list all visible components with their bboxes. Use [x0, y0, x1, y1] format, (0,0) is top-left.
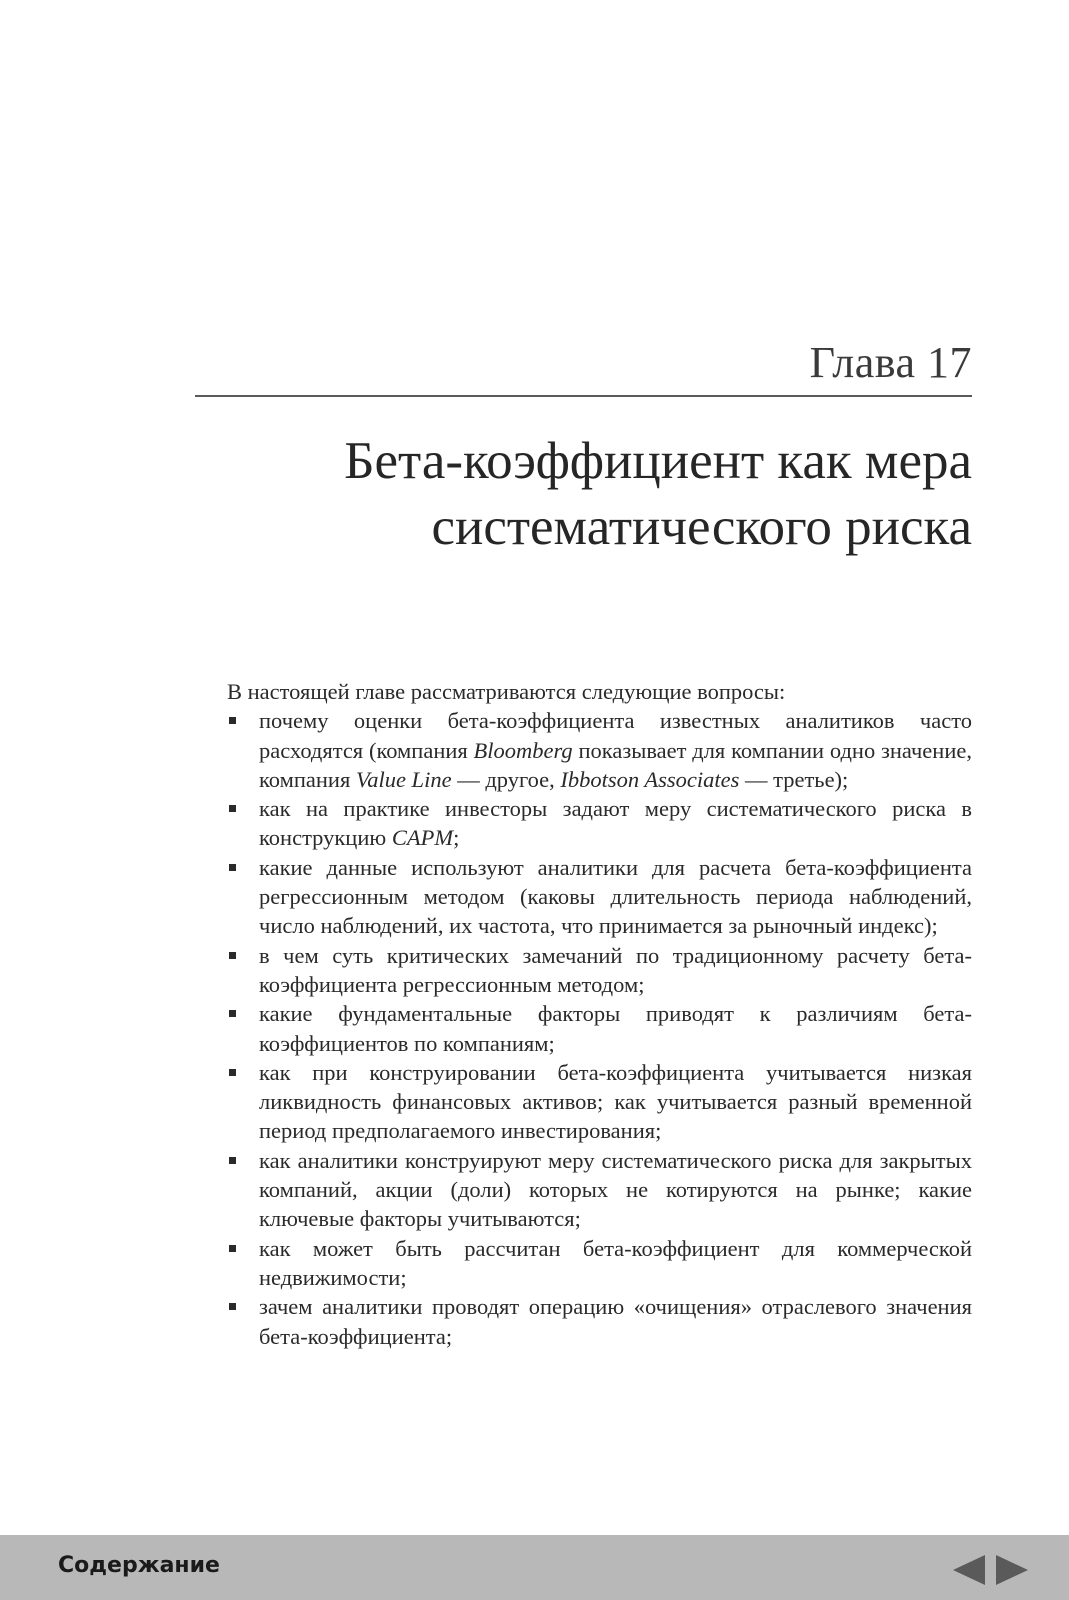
topic-text: какие данные используют аналитики для расчета бета-коэффициента регрессионным методом (каковы длительность периода наблюдений, число наблюдений, их частота, что принимается за рыночный индекс);: [259, 854, 972, 939]
topic-text: — другое,: [451, 766, 561, 792]
previous-page-icon[interactable]: [953, 1555, 985, 1585]
square-bullet-icon: [229, 1069, 236, 1076]
square-bullet-icon: [229, 1303, 236, 1310]
topic-text: какие фундаментальные факторы приводят к различиям бета-коэффициентов по компаниям;: [259, 1001, 972, 1056]
topic-text: показывает для компании одно значение, компания: [259, 737, 972, 792]
topic-text: как при конструировании бета-коэффициента учитывается низкая ликвидность финансовых активов; как учитывается разный временной период предполагаемого инвестирования;: [259, 1059, 972, 1144]
topic-item: [227, 1234, 972, 1293]
topic-text: — третье);: [739, 766, 849, 792]
square-bullet-icon: [229, 952, 236, 959]
topic-item: [227, 1292, 972, 1351]
square-bullet-icon: [229, 1157, 236, 1164]
chapter-number: Глава 17: [809, 338, 972, 387]
topic-text: в чем суть критических замечаний по традиционному расчету бета-коэффициента регрессионным методом;: [259, 942, 972, 997]
topic-text: почему оценки бета-коэффициента известных аналитиков часто расходятся (компания: [259, 708, 972, 763]
topic-italic-term: Bloomberg: [473, 737, 573, 763]
topic-item: [227, 794, 972, 853]
chapter-divider: [195, 395, 972, 397]
topic-item: [227, 1058, 972, 1146]
topic-text: как аналитики конструируют меру систематического риска для закрытых компаний, акции (доли) которых не котируются на рынке; какие ключевые факторы учитываются;: [259, 1147, 972, 1232]
topic-item: [227, 941, 972, 1000]
topics-list: [227, 706, 972, 1351]
topic-text: ;: [453, 825, 460, 851]
square-bullet-icon: [229, 805, 236, 812]
topic-italic-term: Value Line: [355, 766, 452, 792]
intro-text: В настоящей главе рассматриваются следующие вопросы:: [227, 679, 786, 704]
chapter-overview: [227, 677, 972, 1351]
topic-text: зачем аналитики проводят операцию «очищения» отраслевого значения бета-коэффициента;: [259, 1294, 972, 1349]
square-bullet-icon: [229, 717, 236, 724]
topic-italic-term: CAPM: [391, 825, 454, 851]
chapter-title-line-2: систематического риска: [431, 498, 972, 556]
topic-text: как на практике инвесторы задают меру систематического риска в конструкцию: [259, 796, 972, 851]
topic-text: как может быть рассчитан бета-коэффициент для коммерческой недвижимости;: [259, 1235, 972, 1290]
topic-item: [227, 853, 972, 941]
topic-item: [227, 999, 972, 1058]
topic-item: [227, 1146, 972, 1234]
contents-link[interactable]: Содержание: [58, 1553, 220, 1578]
next-page-icon[interactable]: [996, 1555, 1028, 1585]
square-bullet-icon: [229, 1010, 236, 1017]
square-bullet-icon: [229, 864, 236, 871]
navigation-bar: [0, 1535, 1069, 1600]
topic-italic-term: Ibbotson Associates: [560, 766, 740, 792]
topic-item: [227, 706, 972, 794]
chapter-title-line-1: Бета-коэффициент как мера: [344, 432, 972, 490]
chapter-title: [212, 428, 972, 560]
square-bullet-icon: [229, 1245, 236, 1252]
